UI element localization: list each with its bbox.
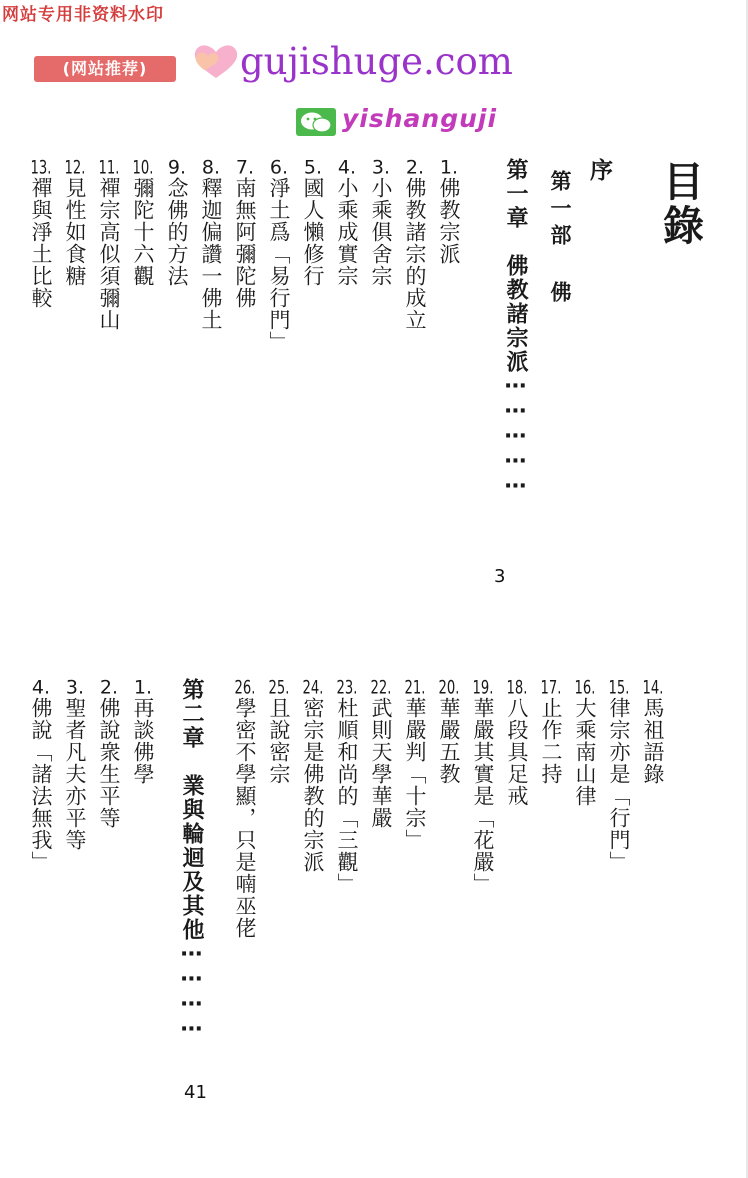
toc-item: 19.華嚴其實是「花嚴」 [471, 678, 495, 895]
toc-item: 1.再談佛學 [131, 678, 155, 785]
toc-item: 1.佛教宗派 [437, 158, 461, 265]
toc-item: 25.且說密宗 [267, 678, 291, 785]
toc-item: 2.佛說衆生平等 [97, 678, 121, 829]
toc-item: 10.彌陀十六觀 [131, 158, 155, 287]
toc-item: 16.大乘南山律 [573, 678, 597, 807]
preface-entry: 序 [586, 158, 612, 182]
toc-item: 11.禪宗高似須彌山 [97, 158, 121, 331]
toc-item: 3.小乘俱舍宗 [369, 158, 393, 287]
chapter-one-heading [504, 158, 526, 499]
chapter-two-page: 41 [184, 1082, 207, 1103]
watermark-text: 网站专用非资料水印 [2, 5, 164, 25]
toc-item: 24.密宗是佛教的宗派 [301, 678, 325, 873]
toc-item: 5.國人懶修行 [301, 158, 325, 287]
toc-item: 17.止作二持 [539, 678, 563, 785]
toc-item: 15.律宗亦是「行門」 [607, 678, 631, 873]
chapter-label: 第一章 [503, 158, 528, 230]
toc-item: 3.聖者凡夫亦平等 [63, 678, 87, 851]
heart-icon [190, 40, 242, 82]
toc-item: 23.杜順和尚的「三觀」 [335, 678, 359, 895]
wechat-icon [296, 108, 336, 136]
chapter-title: 業與輪迴及其他 [179, 774, 204, 942]
toc-item: 4.小乘成實宗 [335, 158, 359, 287]
part-one-heading [549, 170, 570, 308]
part-title: 佛 [548, 281, 572, 308]
chapter-title: 佛教諸宗派 [503, 254, 528, 374]
toc-item: 9.念佛的方法 [165, 158, 189, 287]
toc-item: 6.淨土爲「易行門」 [267, 158, 291, 353]
recommend-badge: (网站推荐) [34, 56, 176, 82]
chapter-two-heading [180, 678, 202, 1042]
toc-item: 2.佛教諸宗的成立 [403, 158, 427, 331]
toc-item: 7.南無阿彌陀佛 [233, 158, 257, 309]
toc-item: 20.華嚴五教 [437, 678, 461, 785]
toc-item: 26.學密不學顯，只是喃巫佬 [233, 678, 257, 939]
chapter-label: 第二章 [179, 678, 204, 750]
toc-item: 22.武則天學華嚴 [369, 678, 393, 829]
toc-item: 18.八段具足戒 [505, 678, 529, 807]
toc-item: 4.佛說「諸法無我」 [29, 678, 53, 873]
wechat-id: yishanguji [342, 104, 498, 133]
toc-item: 13.禪與淨土比較 [29, 158, 53, 309]
toc-item: 21.華嚴判「十宗」 [403, 678, 427, 851]
toc-item: 12.見性如食糖 [63, 158, 87, 287]
toc-item: 8.釋迦偏讚一佛土 [199, 158, 223, 331]
toc-title: 目錄 [656, 160, 704, 248]
part-label: 第一部 [548, 170, 572, 251]
chapter-one-page: 3 [494, 566, 506, 587]
dot-leader: ⋯⋯⋯⋯ [179, 942, 204, 1042]
toc-item: 14.馬祖語錄 [641, 678, 665, 785]
dot-leader: ⋯⋯⋯⋯⋯ [503, 374, 528, 499]
site-url: gujishuge.com [240, 40, 513, 83]
